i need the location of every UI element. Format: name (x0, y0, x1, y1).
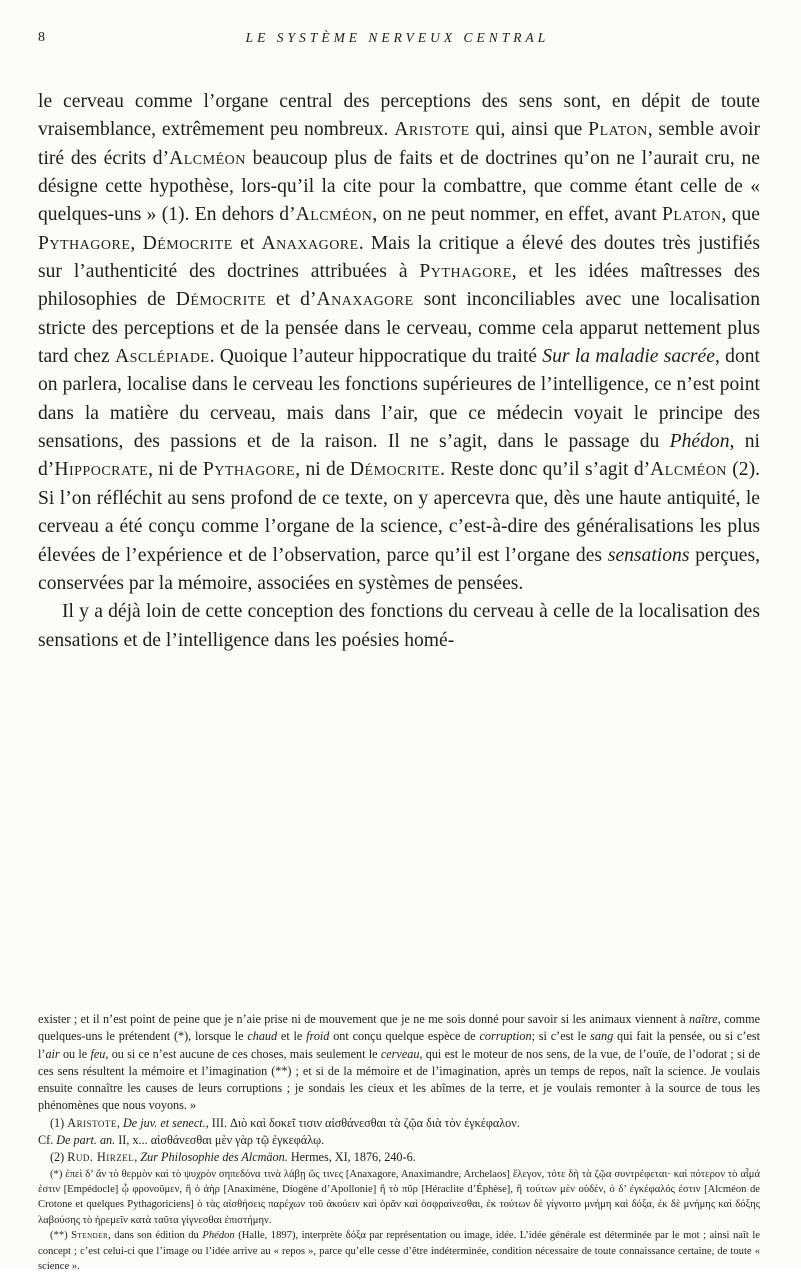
name-pythagore: Pythagore (202, 459, 296, 481)
name-anaxagore: Anaxagore (261, 232, 359, 254)
name-democrite: Démocrite (349, 459, 441, 481)
name-democrite: Démocrite (142, 232, 233, 254)
name-pythagore: Pythagore (419, 261, 512, 283)
name-pythagore: Pythagore (38, 232, 131, 254)
main-text (38, 88, 760, 655)
name-asclepiade: Asclépiade (114, 346, 210, 368)
running-title: LE SYSTÈME NERVEUX CENTRAL (245, 30, 550, 45)
name-anaxagore: Anaxagore (316, 289, 414, 311)
name-aristote: Aristote (394, 119, 470, 141)
footnote-2: (2) Rud. Hirzel, Zur Philosophie des Alcmäon. Hermes, XI, 1876, 240-6. (50, 1150, 416, 1165)
subnote-star: (*) ἐπεὶ δ’ ἂν τὸ θερμὸν καὶ τὸ ψυχρὸν σηπεδόνα τινὰ λάβῃ ὥς τινες [Anaxagore, Anaximandre, Archelaos] ἔλεγον, τότε δὴ τὰ ζῷα συντρέφεται· καὶ πότερον τὸ αἷμά ἐστιν [Empédocle] ᾧ φρονοῦμεν, ἢ ὁ ἀὴρ [Anaximène, Diogène d’Apollonie] ἢ τὸ πῦρ [Héraclite d’Éphèse], ἢ τούτων μὲν οὐδέν, ὁ δ’ ἐγκέφαλός ἐστιν [Alcméon de Crotone et quelques Pythagoriciens] ὁ τὰς αἰσθήσεις παρέχων τοῦ ἀκούειν καὶ ὁρᾶν καὶ ὀσφραίνεσθαι, ἐκ τούτων δὲ γίγνοιτο μνήμη καὶ δόξα, ἐκ δὲ μνήμης καὶ δόξης λαβούσης τὸ ἠρεμεῖν κατὰ ταῦτα γίγνεσθαι ἐπιστήμην. (38, 1168, 760, 1226)
paragraph-2: Il y a déjà loin de cette conception des fonctions du cerveau à celle de la localisation des sensations et de l’intelligence dans les poésies homé- (38, 601, 760, 651)
page-number: 8 (38, 30, 45, 45)
name-alcmeon: Alcméon (295, 204, 373, 226)
name-hippocrate: Hippocrate (54, 459, 149, 481)
page-header (38, 28, 757, 54)
paragraph-1: le cerveau comme l’organe central des perceptions des sens sont, en dépit de toute vraisemblance, extrêmement peu nombreux. Aristote qui, ainsi que Platon, semble avoir tiré des écrits d’Alcméon beaucoup plus de faits et de doctrines qu’on ne l’aurait cru, ne désigne cette hypothèse, lors-qu’il la cite pour la combattre, que comme étant celle de « quelques-uns » (1). En dehors d’Alcméon, on ne peut nommer, en effet, avant Platon, que Pythagore, Démocrite et Anaxagore. Mais la critique a élevé des doutes très justifiés sur l’authenticité des doctrines attribuées à Pythagore, et les idées maîtresses des philosophies de Démocrite et d’Anaxagore sont inconciliables avec une localisation stricte des perceptions et de la pensée dans le cerveau, comme cela apparut nettement plus tard chez Asclépiade. Quoique l’auteur hippocratique du traité Sur la maladie sacrée, dont on parlera, localise dans le cerveau les fonctions supérieures de l’intelligence, ce n’est point dans la matière du cerveau, mais dans l’air, que ce médecin voyait le principe des sensations, des passions et de la raison. Il ne s’agit, dans le passage du Phédon, ni d’Hippocrate, ni de Pythagore, ni de Démocrite. Reste donc qu’il s’agit d’Alcméon (2). Si l’on réfléchit au sens profond de ce texte, on y apercevra que, dès une haute antiquité, le cerveau a été conçu comme l’organe de la science, c’est-à-dire des généralisations les plus élevées de l’expérience et de l’observation, parce qu’il est l’organe des sensations perçues, conservées par la mémoire, associées en systèmes de pensées. (38, 91, 761, 594)
footnotes (38, 1011, 760, 1275)
subnote-double-star: (**) Stender, dans son édition du Phédon (Halle, 1897), interprète δόξα par représentation ou image, idée. L’idée générale est déterminée par le mot ; ainsi naît le concept ; c’est celui-ci que l’image ou l’idée arrive au « repos », parce qu’elle cesse d’être indéterminée, condition nécessaire de toute connaissance certaine, de toute « science ». (38, 1230, 760, 1273)
title-maladie-sacree: Sur la maladie sacrée (542, 346, 715, 368)
name-platon: Platon (588, 119, 648, 141)
footnote-1-cf: Cf. De part. an. II, x... αἰσθάνεσθαι μὲν γὰρ τῷ ἐγκεφάλῳ. (38, 1133, 325, 1148)
name-platon: Platon (661, 204, 722, 226)
title-phedon: Phédon (669, 431, 730, 453)
name-alcmeon: Alcméon (169, 147, 246, 169)
footnote-1: (1) Aristote, De juv. et senect., III. Διὸ καὶ δοκεῖ τισιν αἰσθάνεσθαι τὰ ζῷα διὰ τὸν ἐγκέφαλον. (50, 1115, 520, 1130)
name-alcmeon: Alcméon (650, 459, 727, 481)
name-democrite: Démocrite (175, 289, 266, 311)
sub-notes (38, 1167, 760, 1275)
footnote-continuation: exister ; et il n’est point de peine que je n’aie prise ni de mouvement que je ne me sois donné pour savoir si les animaux viennent à naître, comme quelques-uns le prétendent (*), lorsque le chaud et le froid ont conçu quelque espèce de corruption; si c’est le sang qui fait la pensée, ou si c’est l’air ou le feu, ou si ce n’est aucune de ces choses, mais seulement le cerveau, qui est le moteur de nos sens, de la vue, de l’ouïe, de l’odorat ; si de ces sens résultent la mémoire et l’imagination (**) ; et si de la mémoire et de l’imagination, après un temps de repos, naît la science. Je voulais ensuite connaître les causes de leurs corruptions ; je sondais les cieux et les abîmes de la terre, et je voulais remonter à la source de tous les phénomènes que nous voyons. » (38, 1012, 760, 1113)
emphasis-sensations: sensations (607, 544, 690, 566)
